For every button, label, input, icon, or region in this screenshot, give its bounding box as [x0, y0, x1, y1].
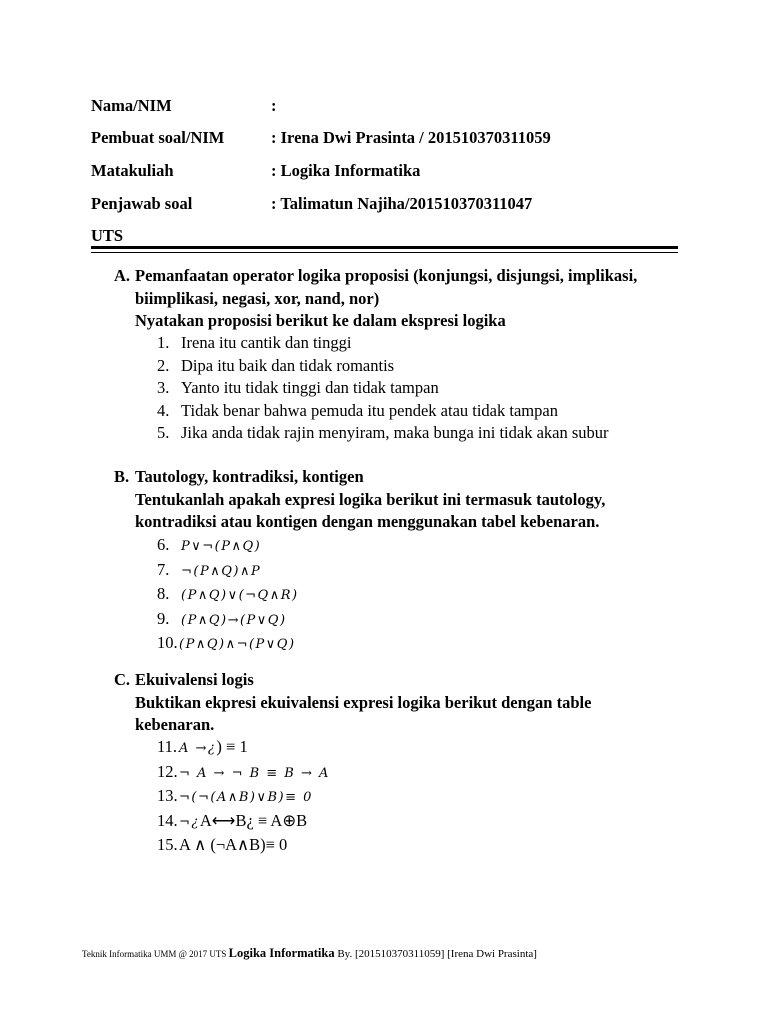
item-number: 4.	[157, 400, 170, 420]
list-item	[157, 583, 299, 608]
item-text: Tidak benar bahwa pemuda itu pendek atau tidak tampan	[181, 400, 558, 420]
item-number: 6.	[157, 535, 170, 554]
list-item	[157, 377, 609, 400]
list-item	[157, 810, 330, 835]
header-value: : Talimatun Najiha/201510370311047	[271, 194, 533, 213]
section-instruction: kontradiksi atau kontigen dengan menggunakan tabel kebenaran.	[135, 512, 600, 531]
list-item	[157, 632, 299, 657]
item-number: 7.	[157, 559, 170, 579]
item-number: 13.	[157, 786, 178, 805]
logic-expression: (P∧Q)∨(¬Q∧R)	[181, 588, 299, 603]
footer-subject: Logika Informatika	[228, 946, 335, 960]
item-text: Dipa itu baik dan tidak romantis	[181, 355, 395, 375]
section-instruction: Buktikan ekpresi ekuivalensi expresi logika berikut dengan table	[135, 692, 592, 712]
section-b	[114, 466, 684, 534]
section-title: Ekuivalensi logis	[135, 670, 254, 689]
logic-expression: ¬ A → ¬ B ≡ B → A	[179, 765, 330, 781]
item-text: Jika anda tidak rajin menyiram, maka bunga ini tidak akan subur	[181, 423, 609, 442]
item-number: 14.	[157, 810, 178, 830]
logic-expression-tail: ) ≡ 1	[216, 737, 248, 756]
item-number: 9.	[157, 608, 170, 628]
section-a-list	[157, 332, 609, 445]
list-item	[157, 332, 609, 355]
broken-glyph: ¿	[191, 814, 200, 830]
footer-author: By. [201510370311059] [Irena Dwi Prasinta]	[334, 948, 537, 960]
section-c	[114, 669, 684, 737]
list-item	[157, 559, 299, 584]
list-item	[157, 422, 609, 445]
item-number: 3.	[157, 378, 170, 397]
item-number: 5.	[157, 423, 170, 442]
section-letter: C.	[114, 670, 131, 689]
logic-expression: ¬(P∧Q)∧P	[181, 563, 262, 579]
section-title: biimplikasi, negasi, xor, nand, nor)	[135, 288, 380, 308]
section-title: Pemanfaatan operator logika proposisi (konjungsi, disjungsi, implikasi,	[135, 266, 638, 285]
item-number: 2.	[157, 355, 170, 375]
header-value: : Logika Informatika	[271, 161, 421, 180]
header-value: : Irena Dwi Prasinta / 201510370311059	[271, 128, 551, 147]
header-key: Penjawab soal	[91, 194, 193, 213]
section-letter: A.	[114, 266, 131, 285]
list-item	[157, 834, 330, 857]
section-instruction: kebenaran.	[135, 715, 215, 734]
header-key: Nama/NIM	[91, 96, 172, 115]
list-item	[157, 761, 330, 786]
section-c-list	[157, 736, 330, 857]
section-letter: B.	[114, 467, 130, 486]
item-number: 8.	[157, 584, 170, 603]
broken-glyph: ¿	[207, 741, 217, 756]
logic-expression: (P∧Q)∧¬(P∨Q)	[179, 637, 296, 652]
logic-expression: A ∧ (¬A∧B)≡ 0	[179, 835, 288, 854]
logic-expression: A →	[179, 741, 208, 756]
section-instruction: Nyatakan proposisi berikut ke dalam ekspresi logika	[135, 311, 506, 330]
list-item	[157, 608, 299, 633]
header-divider-thick	[91, 246, 678, 249]
section-title: Tautology, kontradiksi, kontigen	[135, 467, 364, 486]
item-text: Yanto itu tidak tinggi dan tidak tampan	[181, 378, 439, 397]
exam-text: UTS	[91, 226, 124, 245]
header-value: :	[271, 96, 277, 115]
page-footer	[82, 946, 537, 961]
list-item	[157, 785, 330, 810]
footer-course: Teknik Informatika UMM @ 2017 UTS	[82, 949, 229, 959]
item-number: 1.	[157, 333, 170, 352]
logic-expression: (P∧Q)→(P∨Q)	[181, 612, 287, 628]
section-b-list	[157, 534, 299, 657]
item-number: 10.	[157, 633, 178, 652]
section-instruction: Tentukanlah apakah expresi logika berikut ini termasuk tautology,	[135, 489, 606, 509]
item-number: 12.	[157, 761, 178, 781]
item-text: Irena itu cantik dan tinggi	[181, 333, 352, 352]
list-item	[157, 355, 609, 378]
logic-expression: ¬(¬(A∧B)∨B)≡ 0	[179, 790, 313, 805]
list-item	[157, 534, 299, 559]
logic-expression-tail: A⟷B¿ ≡ A⊕B	[199, 810, 308, 830]
item-number: 15.	[157, 835, 178, 854]
header-key: Pembuat soal/NIM	[91, 128, 225, 147]
logic-expression: ¬	[179, 814, 192, 830]
item-number: 11.	[157, 737, 178, 756]
header-key: Matakuliah	[91, 161, 174, 180]
section-a	[114, 265, 684, 333]
header-divider-thin	[91, 252, 678, 253]
list-item	[157, 736, 330, 761]
logic-expression: P∨¬(P∧Q)	[181, 539, 262, 554]
list-item	[157, 400, 609, 423]
